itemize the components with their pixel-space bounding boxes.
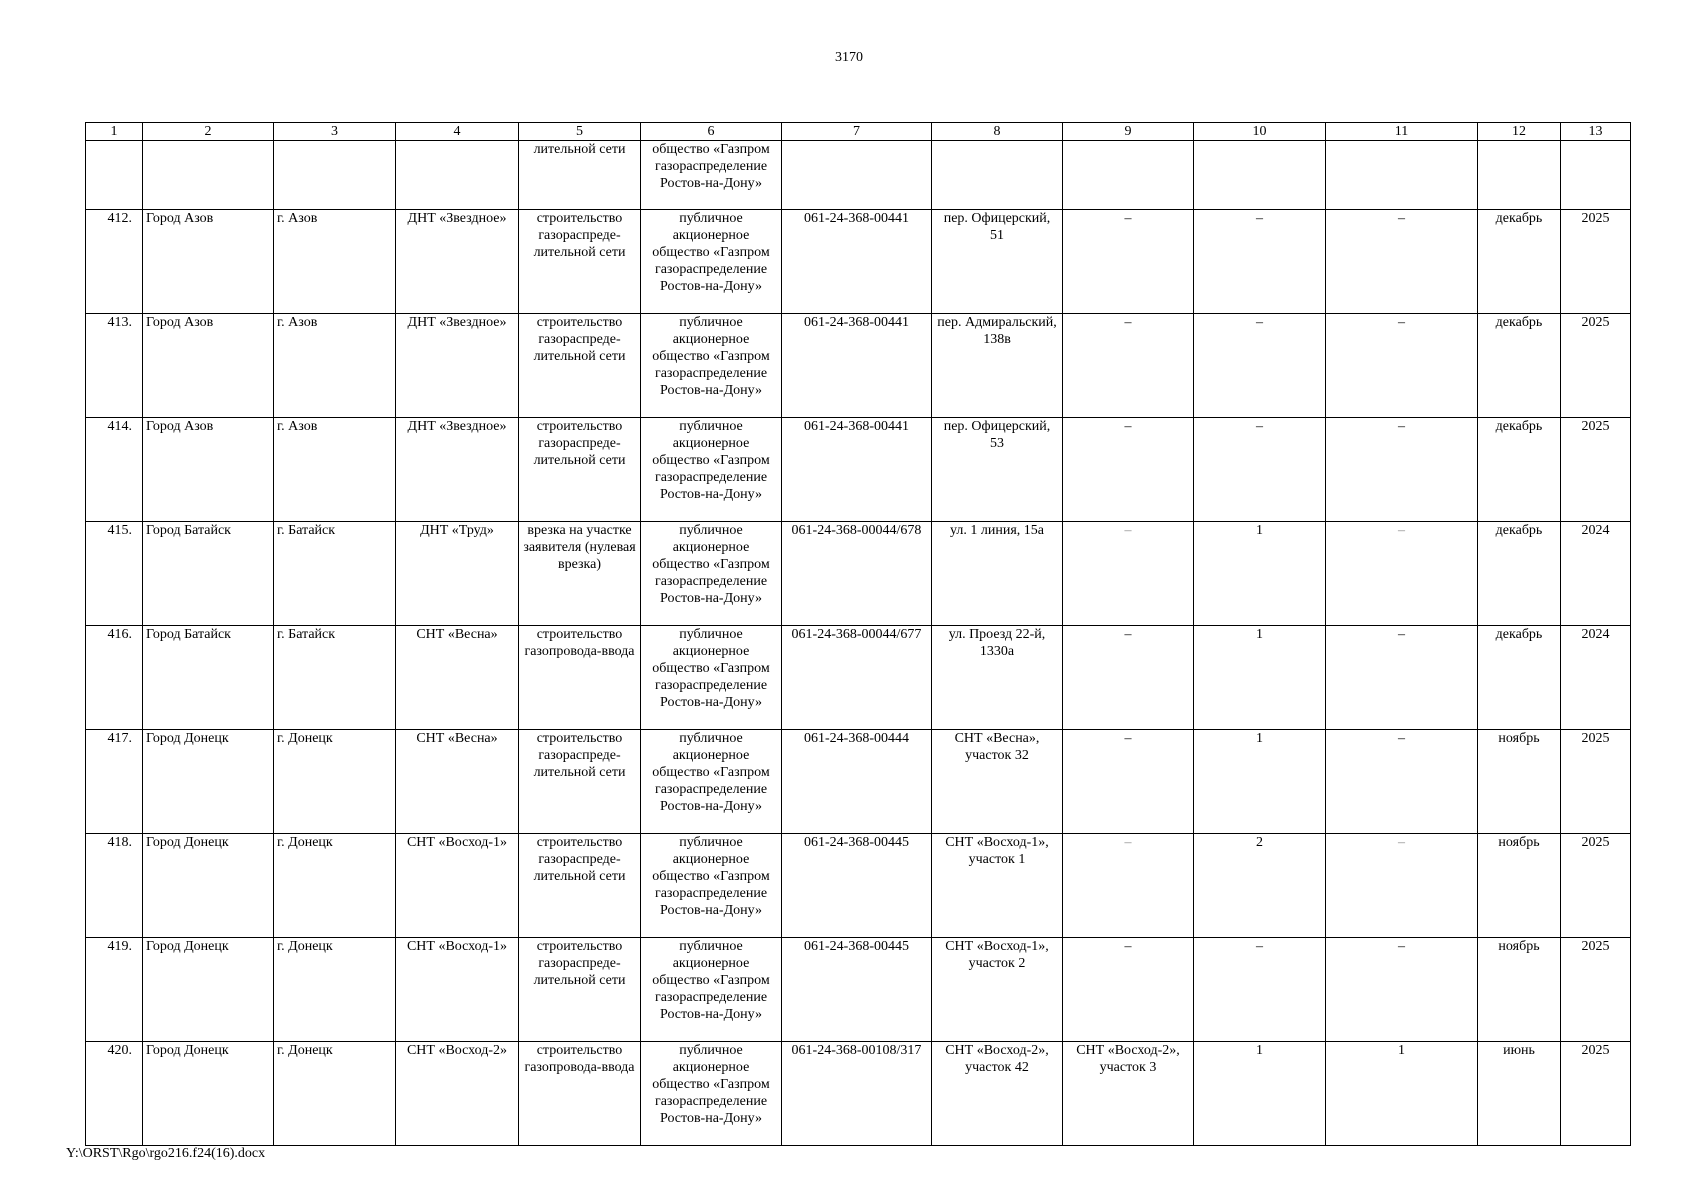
year: 2025 [1561, 418, 1631, 522]
row-number: 412. [86, 210, 143, 314]
col9-value: – [1063, 730, 1194, 834]
organization: публичное акционерное общество «Газпром газораспределение Ростов-на-Дону» [641, 418, 782, 522]
row-number: 420. [86, 1042, 143, 1146]
col9-value: – [1063, 834, 1194, 938]
request-number: 061-24-368-00445 [782, 834, 932, 938]
year: 2025 [1561, 314, 1631, 418]
municipality: Город Азов [143, 314, 274, 418]
row-number: 415. [86, 522, 143, 626]
year: 2024 [1561, 626, 1631, 730]
year: 2025 [1561, 210, 1631, 314]
municipality: Город Батайск [143, 626, 274, 730]
organization: публичное акционерное общество «Газпром газораспределение Ростов-на-Дону» [641, 314, 782, 418]
month: ноябрь [1478, 730, 1561, 834]
col10-value: 1 [1194, 626, 1326, 730]
row-number: 416. [86, 626, 143, 730]
settlement: г. Донецк [274, 834, 396, 938]
municipality: Город Азов [143, 418, 274, 522]
partnership: ДНТ «Звездное» [396, 418, 519, 522]
organization: публичное акционерное общество «Газпром газораспределение Ростов-на-Дону» [641, 626, 782, 730]
organization: общество «Газпром газораспределение Ростов-на-Дону» [641, 141, 782, 210]
work-type: строительство газораспреде-лительной сети [519, 834, 641, 938]
request-number: 061-24-368-00441 [782, 210, 932, 314]
address: пер. Офицерский, 53 [932, 418, 1063, 522]
table-row [86, 522, 1631, 626]
settlement: г. Донецк [274, 730, 396, 834]
municipality: Город Донецк [143, 834, 274, 938]
work-type: врезка на участке заявителя (нулевая врезка) [519, 522, 641, 626]
work-type: строительство газопровода-ввода [519, 1042, 641, 1146]
organization: публичное акционерное общество «Газпром газораспределение Ростов-на-Дону» [641, 834, 782, 938]
col-num-2: 2 [143, 123, 274, 141]
col10-value: – [1194, 418, 1326, 522]
row-number: 417. [86, 730, 143, 834]
column-number-row [86, 123, 1631, 141]
table-row [86, 626, 1631, 730]
work-type: строительство газораспреде-лительной сети [519, 418, 641, 522]
municipality: Город Батайск [143, 522, 274, 626]
col9-value: – [1063, 210, 1194, 314]
settlement: г. Азов [274, 418, 396, 522]
col-num-8: 8 [932, 123, 1063, 141]
month: декабрь [1478, 418, 1561, 522]
col11-value: – [1326, 210, 1478, 314]
partnership: СНТ «Весна» [396, 626, 519, 730]
organization: публичное акционерное общество «Газпром газораспределение Ростов-на-Дону» [641, 210, 782, 314]
col-num-4: 4 [396, 123, 519, 141]
col-num-6: 6 [641, 123, 782, 141]
table-row [86, 314, 1631, 418]
settlement: г. Азов [274, 210, 396, 314]
partnership: ДНТ «Труд» [396, 522, 519, 626]
col11-value: – [1326, 314, 1478, 418]
table-row [86, 730, 1631, 834]
col9-value: – [1063, 626, 1194, 730]
col10-value: 1 [1194, 1042, 1326, 1146]
request-number: 061-24-368-00441 [782, 314, 932, 418]
partnership: СНТ «Восход-1» [396, 938, 519, 1042]
partnership: ДНТ «Звездное» [396, 210, 519, 314]
col10-value: – [1194, 210, 1326, 314]
col11-value: – [1326, 418, 1478, 522]
col9-value: – [1063, 938, 1194, 1042]
address: ул. 1 линия, 15а [932, 522, 1063, 626]
col-num-9: 9 [1063, 123, 1194, 141]
table-row [86, 834, 1631, 938]
col-num-12: 12 [1478, 123, 1561, 141]
page-number: 3170 [835, 50, 863, 65]
address: СНТ «Восход-2», участок 42 [932, 1042, 1063, 1146]
col-num-11: 11 [1326, 123, 1478, 141]
col-num-13: 13 [1561, 123, 1631, 141]
work-type: лительной сети [519, 141, 641, 210]
address: пер. Офицерский, 51 [932, 210, 1063, 314]
address: пер. Адмиральский, 138в [932, 314, 1063, 418]
month: июнь [1478, 1042, 1561, 1146]
col11-value: – [1326, 730, 1478, 834]
municipality: Город Донецк [143, 938, 274, 1042]
col11-value: – [1326, 834, 1478, 938]
col11-value: – [1326, 626, 1478, 730]
organization: публичное акционерное общество «Газпром газораспределение Ростов-на-Дону» [641, 1042, 782, 1146]
partnership: ДНТ «Звездное» [396, 314, 519, 418]
month: декабрь [1478, 522, 1561, 626]
col-num-10: 10 [1194, 123, 1326, 141]
col10-value: – [1194, 938, 1326, 1042]
work-type: строительство газораспреде-лительной сети [519, 938, 641, 1042]
col10-value: 1 [1194, 730, 1326, 834]
request-number: 061-24-368-00044/677 [782, 626, 932, 730]
year: 2025 [1561, 1042, 1631, 1146]
year: 2024 [1561, 522, 1631, 626]
col10-value: 1 [1194, 522, 1326, 626]
request-number: 061-24-368-00445 [782, 938, 932, 1042]
month: декабрь [1478, 210, 1561, 314]
month: декабрь [1478, 626, 1561, 730]
table-row [86, 938, 1631, 1042]
col9-value: СНТ «Восход-2», участок 3 [1063, 1042, 1194, 1146]
settlement: г. Донецк [274, 1042, 396, 1146]
col9-value: – [1063, 314, 1194, 418]
row-number: 419. [86, 938, 143, 1042]
col-num-1: 1 [86, 123, 143, 141]
organization: публичное акционерное общество «Газпром газораспределение Ростов-на-Дону» [641, 522, 782, 626]
organization: публичное акционерное общество «Газпром газораспределение Ростов-на-Дону» [641, 938, 782, 1042]
request-number: 061-24-368-00108/317 [782, 1042, 932, 1146]
request-number: 061-24-368-00044/678 [782, 522, 932, 626]
file-path-footer: Y:\ORST\Rgo\rgo216.f24(16).docx [66, 1146, 266, 1161]
settlement: г. Азов [274, 314, 396, 418]
col9-value: – [1063, 522, 1194, 626]
address: ул. Проезд 22-й, 1330а [932, 626, 1063, 730]
municipality: Город Донецк [143, 730, 274, 834]
request-number: 061-24-368-00444 [782, 730, 932, 834]
col9-value: – [1063, 418, 1194, 522]
partnership: СНТ «Весна» [396, 730, 519, 834]
col10-value: 2 [1194, 834, 1326, 938]
work-type: строительство газораспреде-лительной сети [519, 210, 641, 314]
row-number: 413. [86, 314, 143, 418]
year: 2025 [1561, 834, 1631, 938]
table-row [86, 210, 1631, 314]
col11-value: 1 [1326, 1042, 1478, 1146]
partnership: СНТ «Восход-1» [396, 834, 519, 938]
table-row [86, 418, 1631, 522]
col-num-7: 7 [782, 123, 932, 141]
settlement: г. Донецк [274, 938, 396, 1042]
work-type: строительство газораспреде-лительной сети [519, 730, 641, 834]
continued-row [86, 141, 1631, 210]
settlement: г. Батайск [274, 626, 396, 730]
year: 2025 [1561, 938, 1631, 1042]
work-type: строительство газопровода-ввода [519, 626, 641, 730]
municipality: Город Донецк [143, 1042, 274, 1146]
row-number: 418. [86, 834, 143, 938]
settlement: г. Батайск [274, 522, 396, 626]
municipality: Город Азов [143, 210, 274, 314]
col-num-3: 3 [274, 123, 396, 141]
col10-value: – [1194, 314, 1326, 418]
col11-value: – [1326, 522, 1478, 626]
organization: публичное акционерное общество «Газпром газораспределение Ростов-на-Дону» [641, 730, 782, 834]
col11-value: – [1326, 938, 1478, 1042]
objects-table [85, 122, 1631, 1146]
row-number: 414. [86, 418, 143, 522]
address: СНТ «Восход-1», участок 1 [932, 834, 1063, 938]
table-row [86, 1042, 1631, 1146]
request-number: 061-24-368-00441 [782, 418, 932, 522]
year: 2025 [1561, 730, 1631, 834]
address: СНТ «Весна», участок 32 [932, 730, 1063, 834]
partnership: СНТ «Восход-2» [396, 1042, 519, 1146]
work-type: строительство газораспреде-лительной сети [519, 314, 641, 418]
month: ноябрь [1478, 834, 1561, 938]
address: СНТ «Восход-1», участок 2 [932, 938, 1063, 1042]
col-num-5: 5 [519, 123, 641, 141]
month: ноябрь [1478, 938, 1561, 1042]
month: декабрь [1478, 314, 1561, 418]
